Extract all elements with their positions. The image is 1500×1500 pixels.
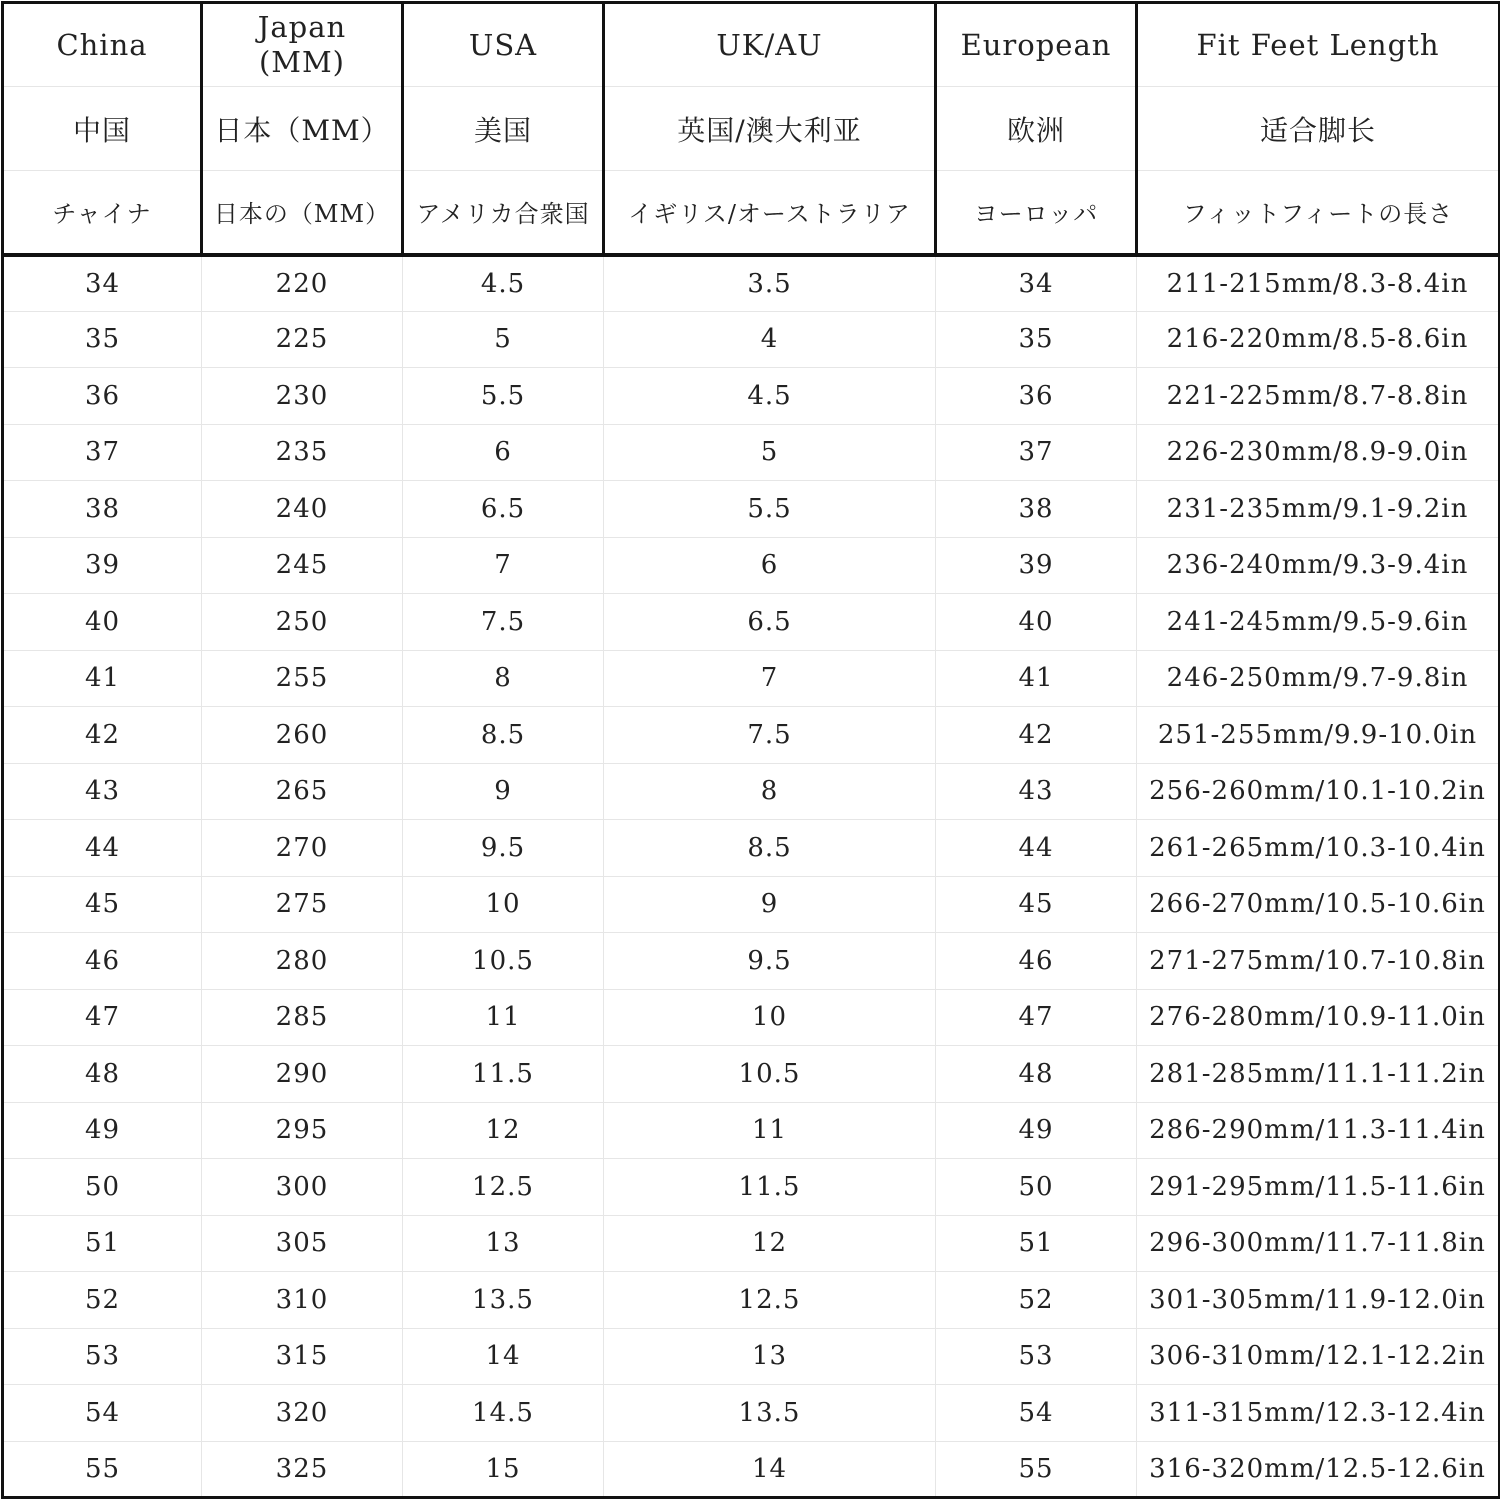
cell-japan: 250 (202, 594, 403, 651)
cell-china: 55 (3, 1441, 202, 1498)
header-cell-japanese: アメリカ合衆国 (403, 171, 604, 255)
cell-china: 38 (3, 481, 202, 538)
cell-fit-feet-length: 301-305mm/11.9-12.0in (1137, 1272, 1500, 1329)
cell-china: 39 (3, 537, 202, 594)
cell-japan: 240 (202, 481, 403, 538)
cell-european: 36 (936, 368, 1137, 425)
cell-china: 35 (3, 311, 202, 368)
cell-fit-feet-length: 216-220mm/8.5-8.6in (1137, 311, 1500, 368)
cell-china: 37 (3, 424, 202, 481)
cell-japan: 225 (202, 311, 403, 368)
cell-china: 44 (3, 820, 202, 877)
cell-european: 48 (936, 1046, 1137, 1103)
cell-usa: 14.5 (403, 1385, 604, 1442)
cell-european: 51 (936, 1215, 1137, 1272)
cell-fit-feet-length: 311-315mm/12.3-12.4in (1137, 1385, 1500, 1442)
cell-usa: 10 (403, 876, 604, 933)
table-row (3, 1328, 1500, 1385)
cell-japan: 310 (202, 1272, 403, 1329)
cell-china: 45 (3, 876, 202, 933)
cell-usa: 14 (403, 1328, 604, 1385)
cell-uk-au: 13 (604, 1328, 936, 1385)
header-label: UK/AU (716, 27, 823, 62)
cell-european: 54 (936, 1385, 1137, 1442)
cell-fit-feet-length: 251-255mm/9.9-10.0in (1137, 707, 1500, 764)
cell-fit-feet-length: 306-310mm/12.1-12.2in (1137, 1328, 1500, 1385)
cell-usa: 9 (403, 763, 604, 820)
cell-european: 42 (936, 707, 1137, 764)
cell-usa: 12 (403, 1102, 604, 1159)
cell-fit-feet-length: 211-215mm/8.3-8.4in (1137, 255, 1500, 312)
cell-fit-feet-length: 281-285mm/11.1-11.2in (1137, 1046, 1500, 1103)
table-row (3, 537, 1500, 594)
cell-uk-au: 11 (604, 1102, 936, 1159)
cell-uk-au: 7 (604, 650, 936, 707)
cell-european: 46 (936, 933, 1137, 990)
cell-european: 49 (936, 1102, 1137, 1159)
cell-usa: 9.5 (403, 820, 604, 877)
header-cell-english (3, 3, 202, 87)
table-row (3, 1102, 1500, 1159)
cell-uk-au: 7.5 (604, 707, 936, 764)
cell-uk-au: 14 (604, 1441, 936, 1498)
cell-uk-au: 9 (604, 876, 936, 933)
table-row (3, 594, 1500, 651)
header-cell-japanese: 日本の（MM） (202, 171, 403, 255)
header-row-chinese (3, 87, 1500, 171)
cell-uk-au: 11.5 (604, 1159, 936, 1216)
cell-uk-au: 4 (604, 311, 936, 368)
cell-fit-feet-length: 221-225mm/8.7-8.8in (1137, 368, 1500, 425)
table-body (3, 255, 1500, 1498)
cell-usa: 7.5 (403, 594, 604, 651)
cell-japan: 325 (202, 1441, 403, 1498)
cell-european: 52 (936, 1272, 1137, 1329)
cell-european: 40 (936, 594, 1137, 651)
cell-usa: 12.5 (403, 1159, 604, 1216)
cell-japan: 275 (202, 876, 403, 933)
cell-china: 40 (3, 594, 202, 651)
cell-japan: 280 (202, 933, 403, 990)
header-row-japanese (3, 171, 1500, 255)
cell-china: 49 (3, 1102, 202, 1159)
table-row (3, 481, 1500, 538)
cell-japan: 270 (202, 820, 403, 877)
cell-usa: 6 (403, 424, 604, 481)
cell-usa: 6.5 (403, 481, 604, 538)
table-row (3, 1159, 1500, 1216)
cell-china: 54 (3, 1385, 202, 1442)
cell-china: 50 (3, 1159, 202, 1216)
cell-usa: 11 (403, 989, 604, 1046)
header-row-english (3, 3, 1500, 87)
header-cell-chinese: 中国 (3, 87, 202, 171)
header-label: European (960, 27, 1112, 62)
cell-usa: 4.5 (403, 255, 604, 312)
header-cell-english (604, 3, 936, 87)
cell-china: 34 (3, 255, 202, 312)
cell-fit-feet-length: 271-275mm/10.7-10.8in (1137, 933, 1500, 990)
cell-china: 43 (3, 763, 202, 820)
cell-european: 34 (936, 255, 1137, 312)
header-cell-english (936, 3, 1137, 87)
cell-japan: 285 (202, 989, 403, 1046)
cell-japan: 260 (202, 707, 403, 764)
header-cell-japanese: チャイナ (3, 171, 202, 255)
cell-japan: 230 (202, 368, 403, 425)
cell-european: 55 (936, 1441, 1137, 1498)
cell-usa: 7 (403, 537, 604, 594)
table-row (3, 255, 1500, 312)
cell-japan: 245 (202, 537, 403, 594)
cell-usa: 5.5 (403, 368, 604, 425)
cell-china: 36 (3, 368, 202, 425)
header-cell-japanese: ヨーロッパ (936, 171, 1137, 255)
cell-fit-feet-length: 231-235mm/9.1-9.2in (1137, 481, 1500, 538)
cell-fit-feet-length: 241-245mm/9.5-9.6in (1137, 594, 1500, 651)
cell-usa: 15 (403, 1441, 604, 1498)
cell-fit-feet-length: 291-295mm/11.5-11.6in (1137, 1159, 1500, 1216)
cell-european: 44 (936, 820, 1137, 877)
table-row (3, 763, 1500, 820)
cell-uk-au: 10.5 (604, 1046, 936, 1103)
header-cell-japanese: フィットフィートの長さ (1137, 171, 1500, 255)
cell-japan: 235 (202, 424, 403, 481)
cell-china: 53 (3, 1328, 202, 1385)
table-row (3, 820, 1500, 877)
cell-japan: 255 (202, 650, 403, 707)
cell-china: 41 (3, 650, 202, 707)
cell-uk-au: 3.5 (604, 255, 936, 312)
cell-european: 35 (936, 311, 1137, 368)
cell-fit-feet-length: 226-230mm/8.9-9.0in (1137, 424, 1500, 481)
cell-fit-feet-length: 246-250mm/9.7-9.8in (1137, 650, 1500, 707)
cell-japan: 295 (202, 1102, 403, 1159)
cell-china: 52 (3, 1272, 202, 1329)
cell-fit-feet-length: 261-265mm/10.3-10.4in (1137, 820, 1500, 877)
size-chart-table (1, 1, 1500, 1499)
table-header (3, 3, 1500, 255)
cell-japan: 300 (202, 1159, 403, 1216)
cell-fit-feet-length: 296-300mm/11.7-11.8in (1137, 1215, 1500, 1272)
cell-fit-feet-length: 236-240mm/9.3-9.4in (1137, 537, 1500, 594)
table-row (3, 707, 1500, 764)
cell-usa: 10.5 (403, 933, 604, 990)
cell-european: 47 (936, 989, 1137, 1046)
header-label: Fit Feet Length (1196, 27, 1440, 62)
cell-fit-feet-length: 286-290mm/11.3-11.4in (1137, 1102, 1500, 1159)
table-row (3, 989, 1500, 1046)
cell-uk-au: 10 (604, 989, 936, 1046)
cell-uk-au: 4.5 (604, 368, 936, 425)
table-row (3, 1215, 1500, 1272)
header-label: China (56, 27, 148, 62)
cell-china: 48 (3, 1046, 202, 1103)
cell-fit-feet-length: 256-260mm/10.1-10.2in (1137, 763, 1500, 820)
table-row (3, 933, 1500, 990)
cell-fit-feet-length: 266-270mm/10.5-10.6in (1137, 876, 1500, 933)
table-row (3, 368, 1500, 425)
cell-japan: 220 (202, 255, 403, 312)
cell-fit-feet-length: 276-280mm/10.9-11.0in (1137, 989, 1500, 1046)
cell-usa: 5 (403, 311, 604, 368)
cell-european: 38 (936, 481, 1137, 538)
table-row (3, 1385, 1500, 1442)
cell-european: 39 (936, 537, 1137, 594)
cell-european: 53 (936, 1328, 1137, 1385)
cell-uk-au: 8.5 (604, 820, 936, 877)
cell-japan: 320 (202, 1385, 403, 1442)
cell-european: 45 (936, 876, 1137, 933)
cell-european: 41 (936, 650, 1137, 707)
header-cell-english (1137, 3, 1500, 87)
header-cell-english (202, 3, 403, 87)
cell-uk-au: 5.5 (604, 481, 936, 538)
header-label: Japan (257, 10, 347, 45)
table-row (3, 424, 1500, 481)
header-cell-chinese: 适合脚长 (1137, 87, 1500, 171)
cell-china: 46 (3, 933, 202, 990)
cell-uk-au: 13.5 (604, 1385, 936, 1442)
cell-usa: 8.5 (403, 707, 604, 764)
table-row (3, 311, 1500, 368)
cell-china: 51 (3, 1215, 202, 1272)
cell-fit-feet-length: 316-320mm/12.5-12.6in (1137, 1441, 1500, 1498)
table-row (3, 876, 1500, 933)
table-row (3, 1272, 1500, 1329)
cell-uk-au: 6.5 (604, 594, 936, 651)
table-row (3, 1046, 1500, 1103)
cell-european: 43 (936, 763, 1137, 820)
cell-china: 47 (3, 989, 202, 1046)
header-cell-japanese: イギリス/オーストラリア (604, 171, 936, 255)
header-cell-chinese: 美国 (403, 87, 604, 171)
cell-usa: 13.5 (403, 1272, 604, 1329)
cell-japan: 315 (202, 1328, 403, 1385)
header-cell-english (403, 3, 604, 87)
cell-european: 37 (936, 424, 1137, 481)
cell-european: 50 (936, 1159, 1137, 1216)
cell-uk-au: 12 (604, 1215, 936, 1272)
cell-japan: 290 (202, 1046, 403, 1103)
header-label: USA (468, 27, 538, 62)
cell-uk-au: 12.5 (604, 1272, 936, 1329)
cell-uk-au: 8 (604, 763, 936, 820)
cell-china: 42 (3, 707, 202, 764)
cell-uk-au: 5 (604, 424, 936, 481)
cell-usa: 13 (403, 1215, 604, 1272)
cell-uk-au: 9.5 (604, 933, 936, 990)
table-row (3, 650, 1500, 707)
header-cell-chinese: 欧洲 (936, 87, 1137, 171)
cell-usa: 8 (403, 650, 604, 707)
table-row (3, 1441, 1500, 1498)
cell-usa: 11.5 (403, 1046, 604, 1103)
header-cell-chinese: 英国/澳大利亚 (604, 87, 936, 171)
header-cell-chinese: 日本（MM） (202, 87, 403, 171)
cell-uk-au: 6 (604, 537, 936, 594)
header-sublabel: (MM) (258, 45, 345, 79)
cell-japan: 305 (202, 1215, 403, 1272)
cell-japan: 265 (202, 763, 403, 820)
